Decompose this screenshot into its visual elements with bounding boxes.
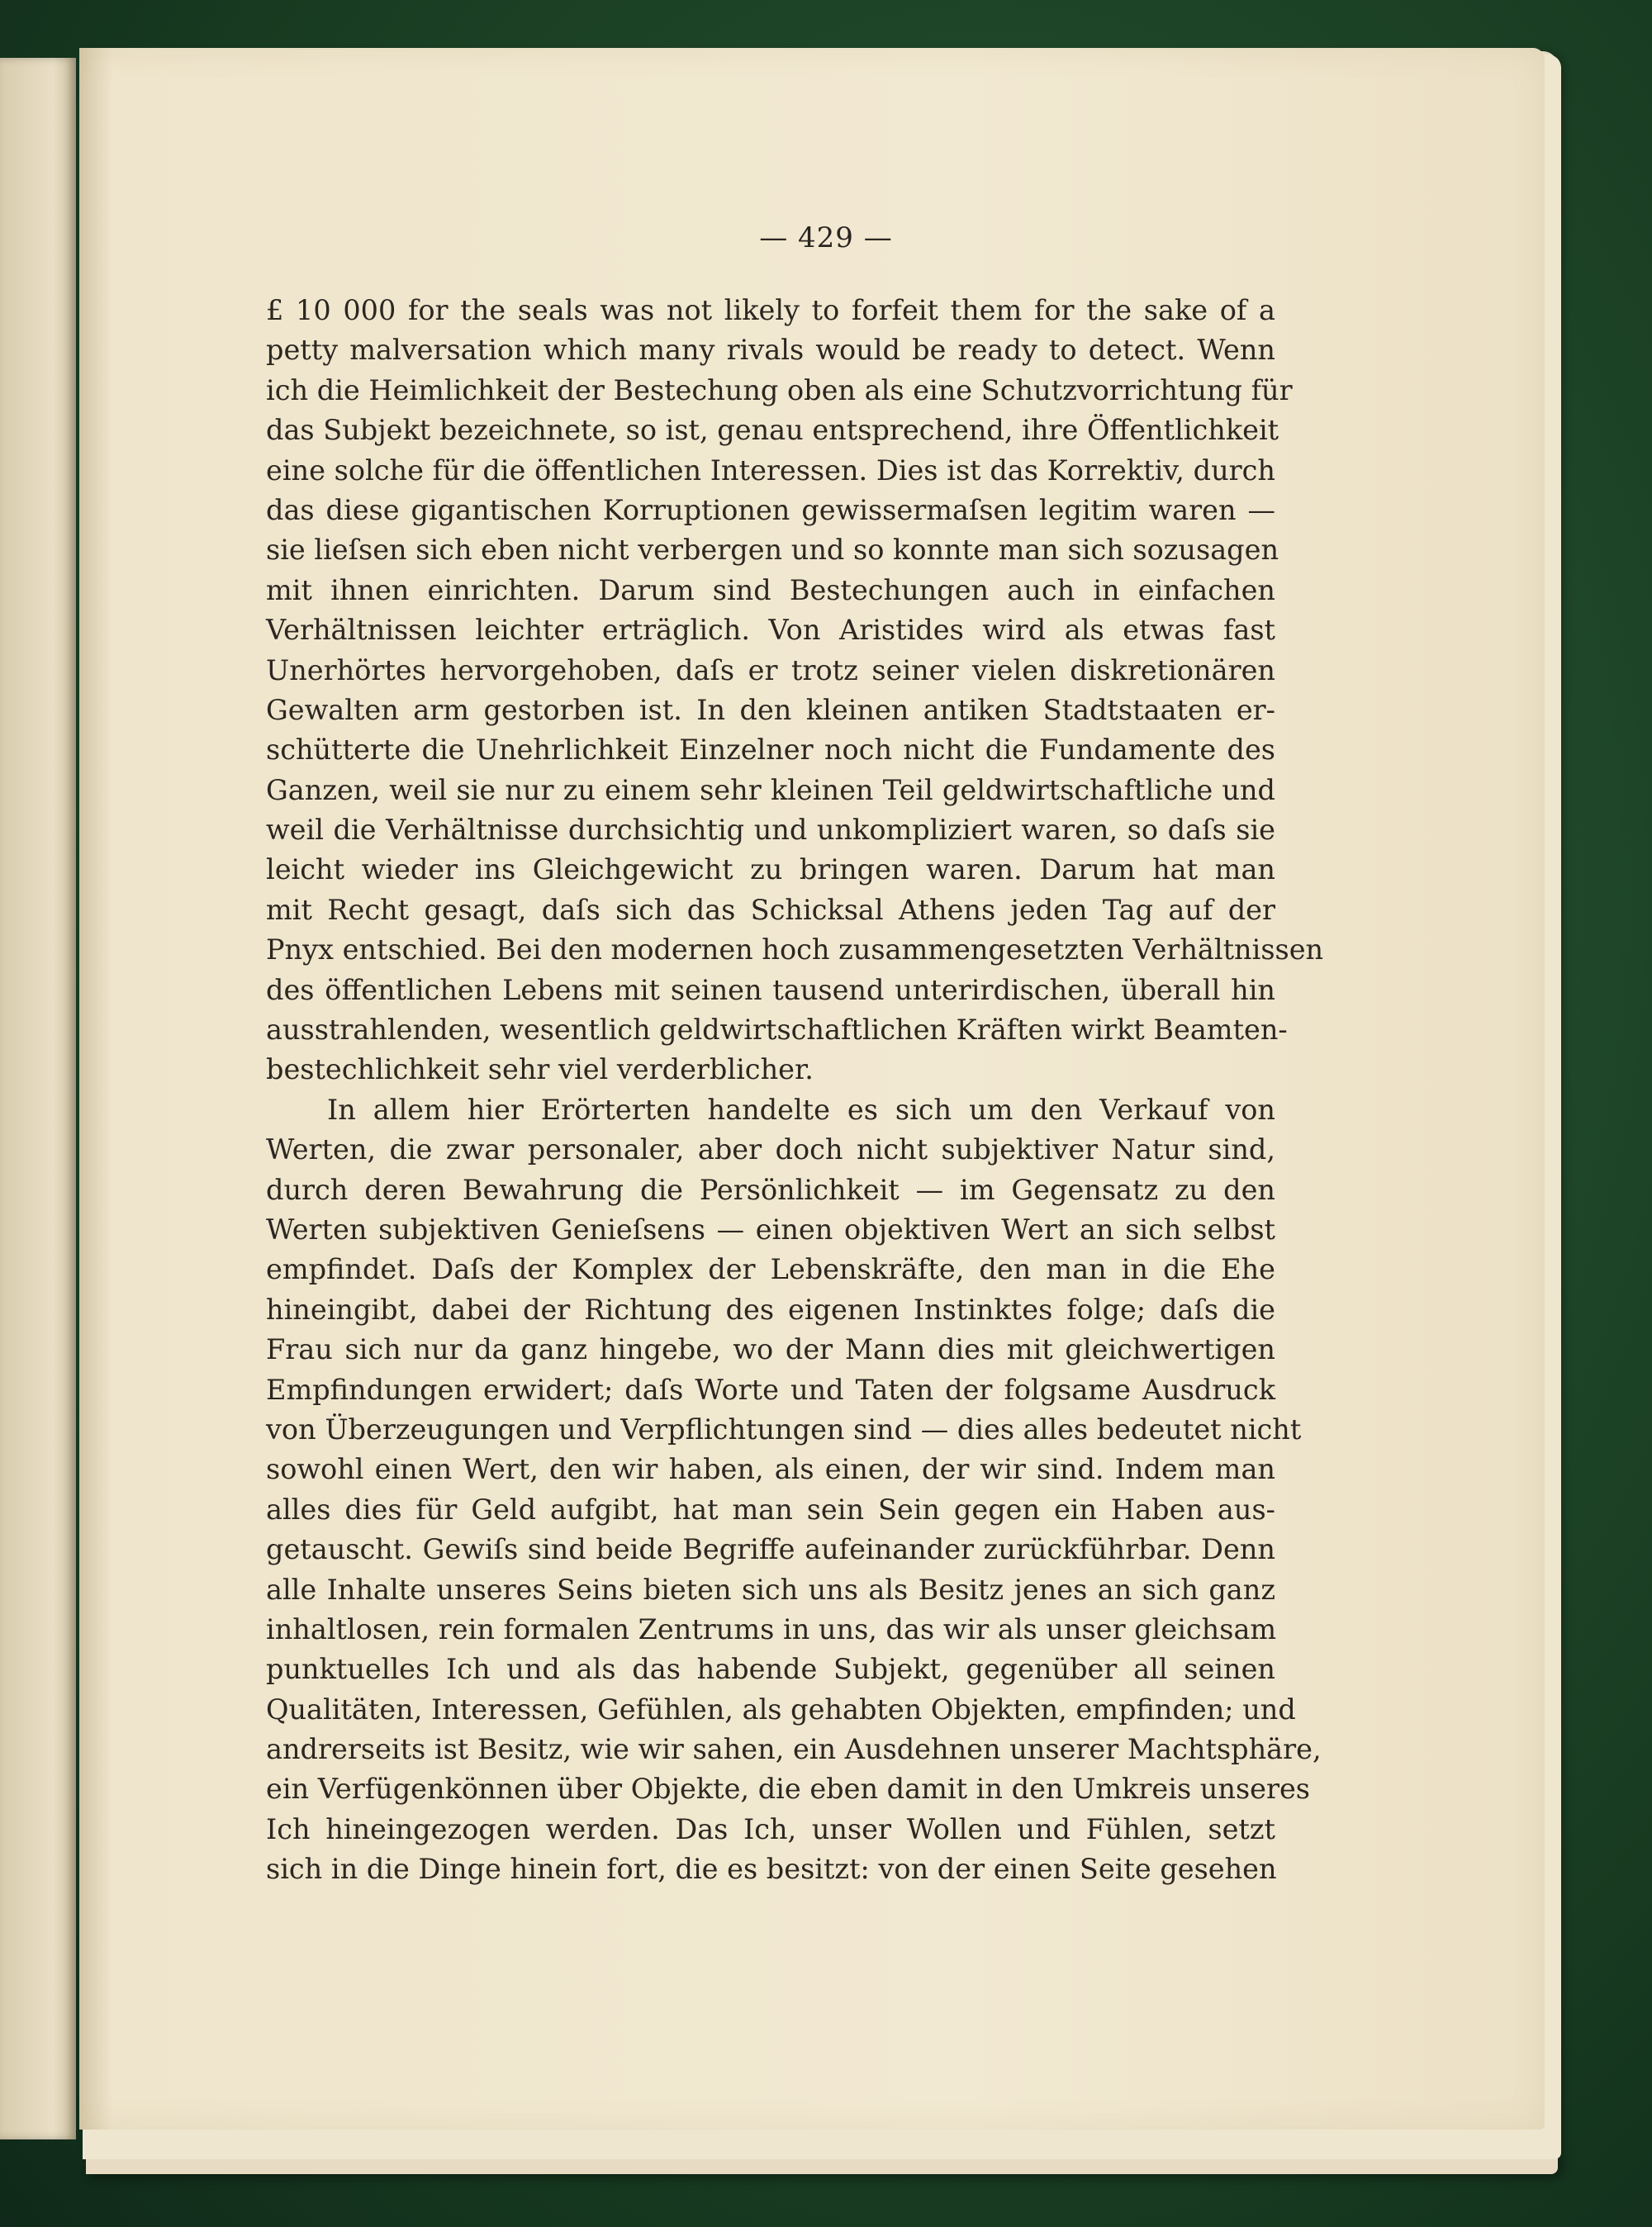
text-line: schütterte die Unehrlichkeit Einzelner noch nicht die Fundamente des — [266, 734, 1275, 767]
text-line: Verhältnissen leichter erträglich. Von Aristides wird als etwas fast — [266, 614, 1275, 647]
page-number: — 429 — — [759, 221, 893, 254]
text-line: sowohl einen Wert, den wir haben, als einen, der wir sind. Indem man — [266, 1453, 1275, 1486]
text-line: Pnyx entschied. Bei den modernen hoch zusammengesetzten Verhältnissen — [266, 933, 1324, 966]
text-line: andrerseits ist Besitz, wie wir sahen, ein Ausdehnen unserer Machtsphäre, — [266, 1733, 1322, 1766]
text-line: weil die Verhältnisse durchsichtig und unkompliziert waren, so daſs sie — [266, 814, 1275, 847]
text-line: bestechlichkeit sehr viel verderblicher. — [266, 1053, 814, 1086]
text-line: £ 10 000 for the seals was not likely to forfeit them for the sake of a — [266, 294, 1275, 326]
text-line: leicht wieder ins Gleichgewicht zu bringen waren. Darum hat man — [266, 853, 1275, 886]
text-line: sie lieſsen sich eben nicht verbergen und so konnte man sich sozusagen — [266, 534, 1279, 567]
text-line: eine solche für die öffentlichen Interessen. Dies ist das Korrektiv, durch — [266, 453, 1275, 487]
text-line: Empfindungen erwidert; daſs Worte und Taten der folgsame Ausdruck — [266, 1373, 1275, 1406]
text-line: durch deren Bewahrung die Persönlichkeit — im Gegensatz zu den — [266, 1173, 1275, 1206]
text-line: empfindet. Daſs der Komplex der Lebenskräfte, den man in die Ehe — [266, 1253, 1275, 1286]
text-line: inhaltlosen, rein formalen Zentrums in uns, das wir als unser gleichsam — [266, 1612, 1277, 1645]
text-line: petty malversation which many rivals would be ready to detect. Wenn — [266, 334, 1275, 367]
text-line: mit ihnen einrichten. Darum sind Bestechungen auch in einfachen — [266, 573, 1275, 606]
text-line: Frau sich nur da ganz hingebe, wo der Mann dies mit gleichwertigen — [266, 1333, 1275, 1366]
text-line: Ich hineingezogen werden. Das Ich, unser Wollen und Fühlen, setzt — [266, 1812, 1275, 1845]
text-line: ich die Heimlichkeit der Bestechung oben als eine Schutzvorrichtung für — [266, 373, 1293, 406]
text-line: mit Recht gesagt, daſs sich das Schicksal Athens jeden Tag auf der — [266, 893, 1275, 926]
text-line: hineingibt, dabei der Richtung des eigenen Instinktes folge; daſs die — [266, 1293, 1275, 1326]
text-line: das diese gigantischen Korruptionen gewissermaſsen legitim waren — — [266, 493, 1275, 526]
body-text — [266, 291, 1324, 1890]
text-line: Unerhörtes hervorgehoben, daſs er trotz seiner vielen diskretionären — [266, 653, 1275, 686]
text-line: des öffentlichen Lebens mit seinen tausend unterirdischen, überall hin — [266, 973, 1275, 1006]
text-line: das Subjekt bezeichnete, so ist, genau entsprechend, ihre Öffentlichkeit — [266, 414, 1279, 447]
facing-page-edge — [0, 58, 76, 2139]
text-line: alle Inhalte unseres Seins bieten sich uns als Besitz jenes an sich ganz — [266, 1573, 1275, 1606]
text-line: Werten subjektiven Genieſsens — einen objektiven Wert an sich selbst — [266, 1213, 1275, 1246]
text-line: alles dies für Geld aufgibt, hat man sein Sein gegen ein Haben aus- — [266, 1493, 1275, 1526]
text-line: von Überzeugungen und Verpflichtungen sind — dies alles bedeutet nicht — [266, 1413, 1302, 1446]
text-line: Qualitäten, Interessen, Gefühlen, als gehabten Objekten, empfinden; und — [266, 1693, 1296, 1726]
text-line: ein Verfügenkönnen über Objekte, die eben damit in den Umkreis unseres — [266, 1773, 1311, 1806]
paragraph-start-line: In allem hier Erörterten handelte es sich um den Verkauf von — [327, 1093, 1275, 1126]
text-line: punktuelles Ich und als das habende Subjekt, gegenüber all seinen — [266, 1653, 1275, 1686]
text-line: ausstrahlenden, wesentlich geldwirtschaftlichen Kräften wirkt Beamten- — [266, 1014, 1288, 1047]
text-line: Ganzen, weil sie nur zu einem sehr kleinen Teil geldwirtschaftliche und — [266, 773, 1275, 806]
text-line: Werten, die zwar personaler, aber doch nicht subjektiver Natur sind, — [266, 1133, 1275, 1166]
text-line: Gewalten arm gestorben ist. In den kleinen antiken Stadtstaaten er- — [266, 693, 1275, 726]
text-line: getauscht. Gewiſs sind beide Begriffe aufeinander zurückführbar. Denn — [266, 1533, 1275, 1566]
text-line: sich in die Dinge hinein fort, die es besitzt: von der einen Seite gesehen — [266, 1853, 1277, 1886]
